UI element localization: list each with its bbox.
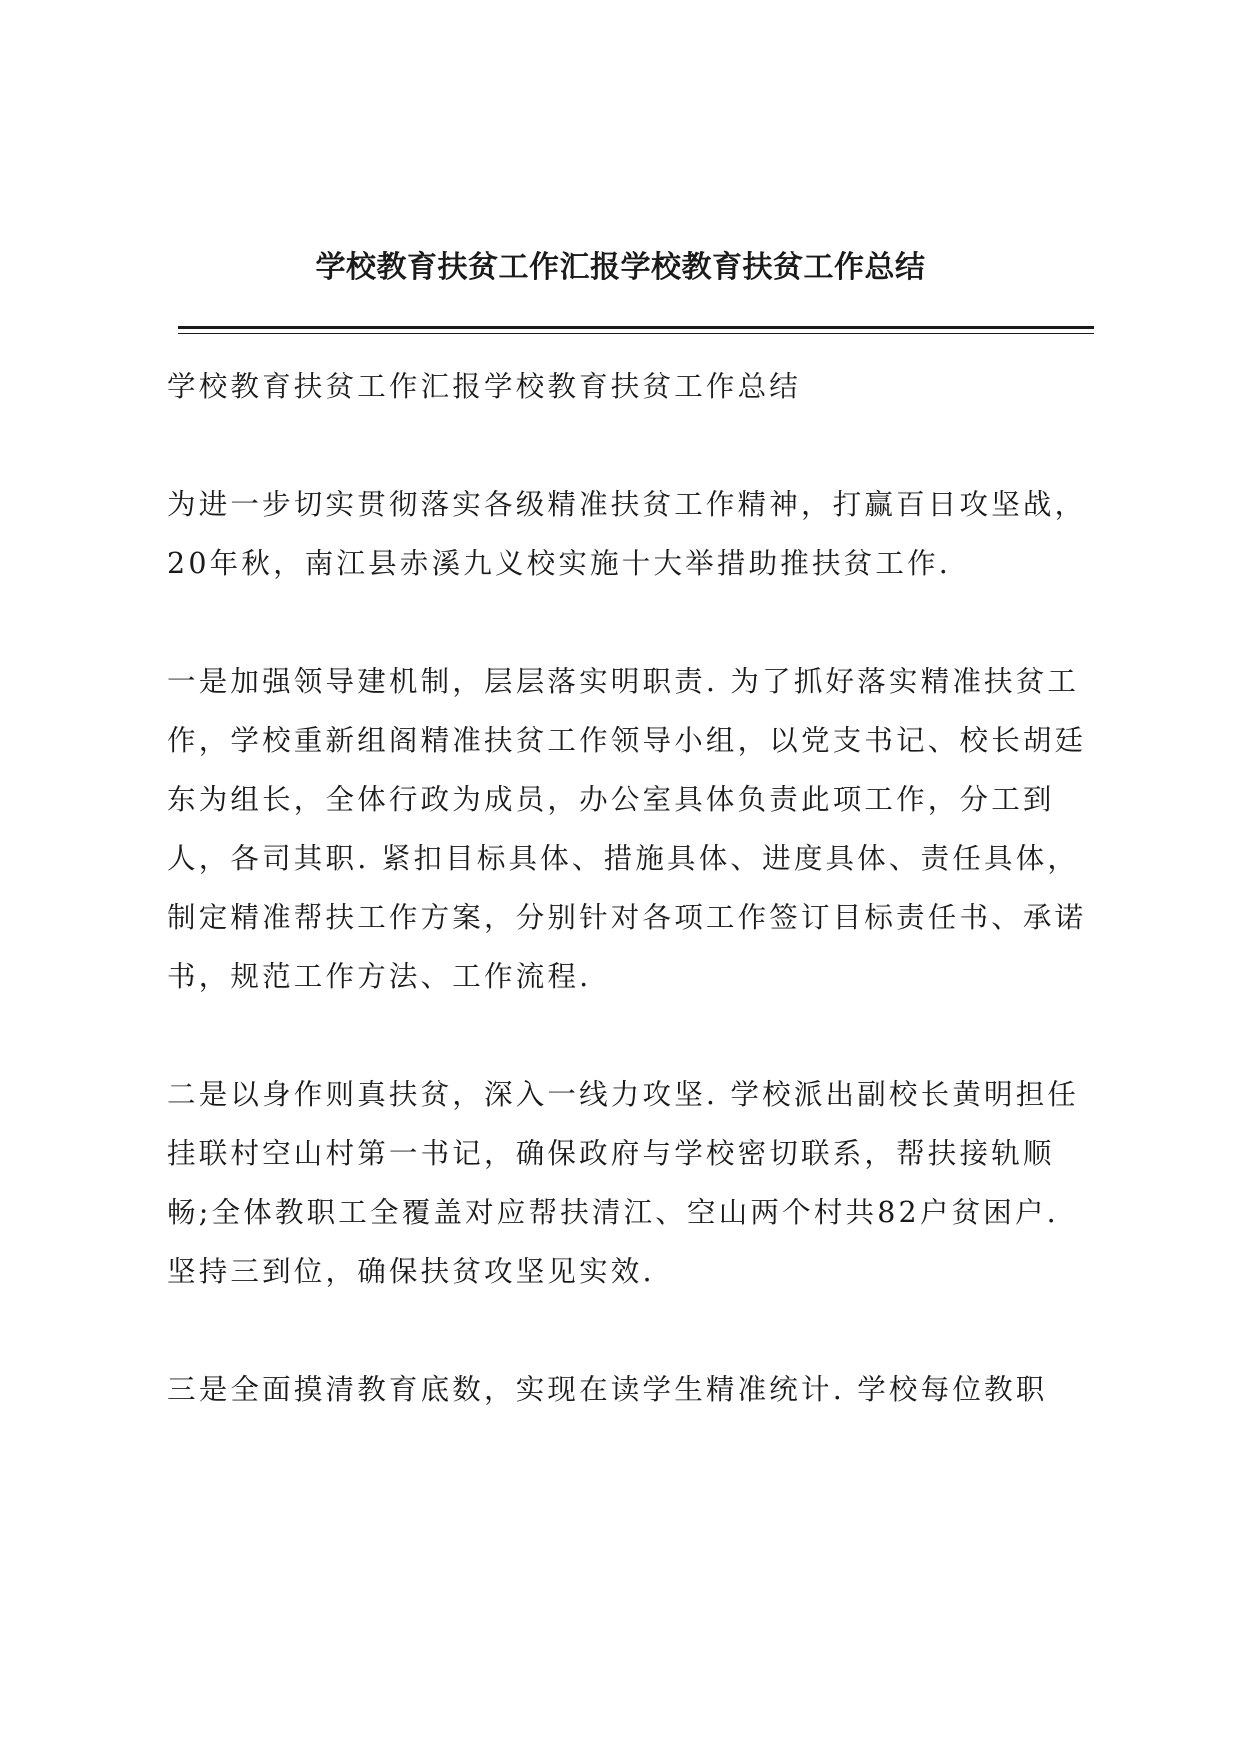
paragraph-leadership: 一是加强领导建机制，层层落实明职责. 为了抓好落实精准扶贫工作，学校重新组阁精准扶贫工作领导小组，以党支书记、校长胡廷东为组长，全体行政为成员，办公室具体负责此项工作，分工到人，各司其职. 紧扣目标具体、措施具体、进度具体、责任具体，制定精准帮扶工作方案，分别针对各项工作签订目标责任书、承诺书，规范工作方法、工作流程.: [167, 665, 1087, 993]
title-divider: [178, 326, 1094, 334]
document-subtitle: 学校教育扶贫工作汇报学校教育扶贫工作总结: [167, 370, 802, 403]
document-body: [167, 357, 1097, 1419]
paragraph-frontline: 二是以身作则真扶贫，深入一线力攻坚. 学校派出副校长黄明担任挂联村空山村第一书记，确保政府与学校密切联系，帮扶接轨顺畅;全体教职工全覆盖对应帮扶清江、空山两个村共82户贫困户. 坚持三到位，确保扶贫攻坚见实效.: [167, 1078, 1080, 1288]
paragraph-statistics: 三是全面摸清教育底数，实现在读学生精准统计. 学校每位教职: [167, 1373, 1048, 1406]
document-title: 学校教育扶贫工作汇报学校教育扶贫工作总结: [315, 250, 926, 285]
paragraph-intro: 为进一步切实贯彻落实各级精准扶贫工作精神，打赢百日攻坚战，20年秋，南江县赤溪九义校实施十大举措助推扶贫工作.: [167, 488, 1087, 580]
